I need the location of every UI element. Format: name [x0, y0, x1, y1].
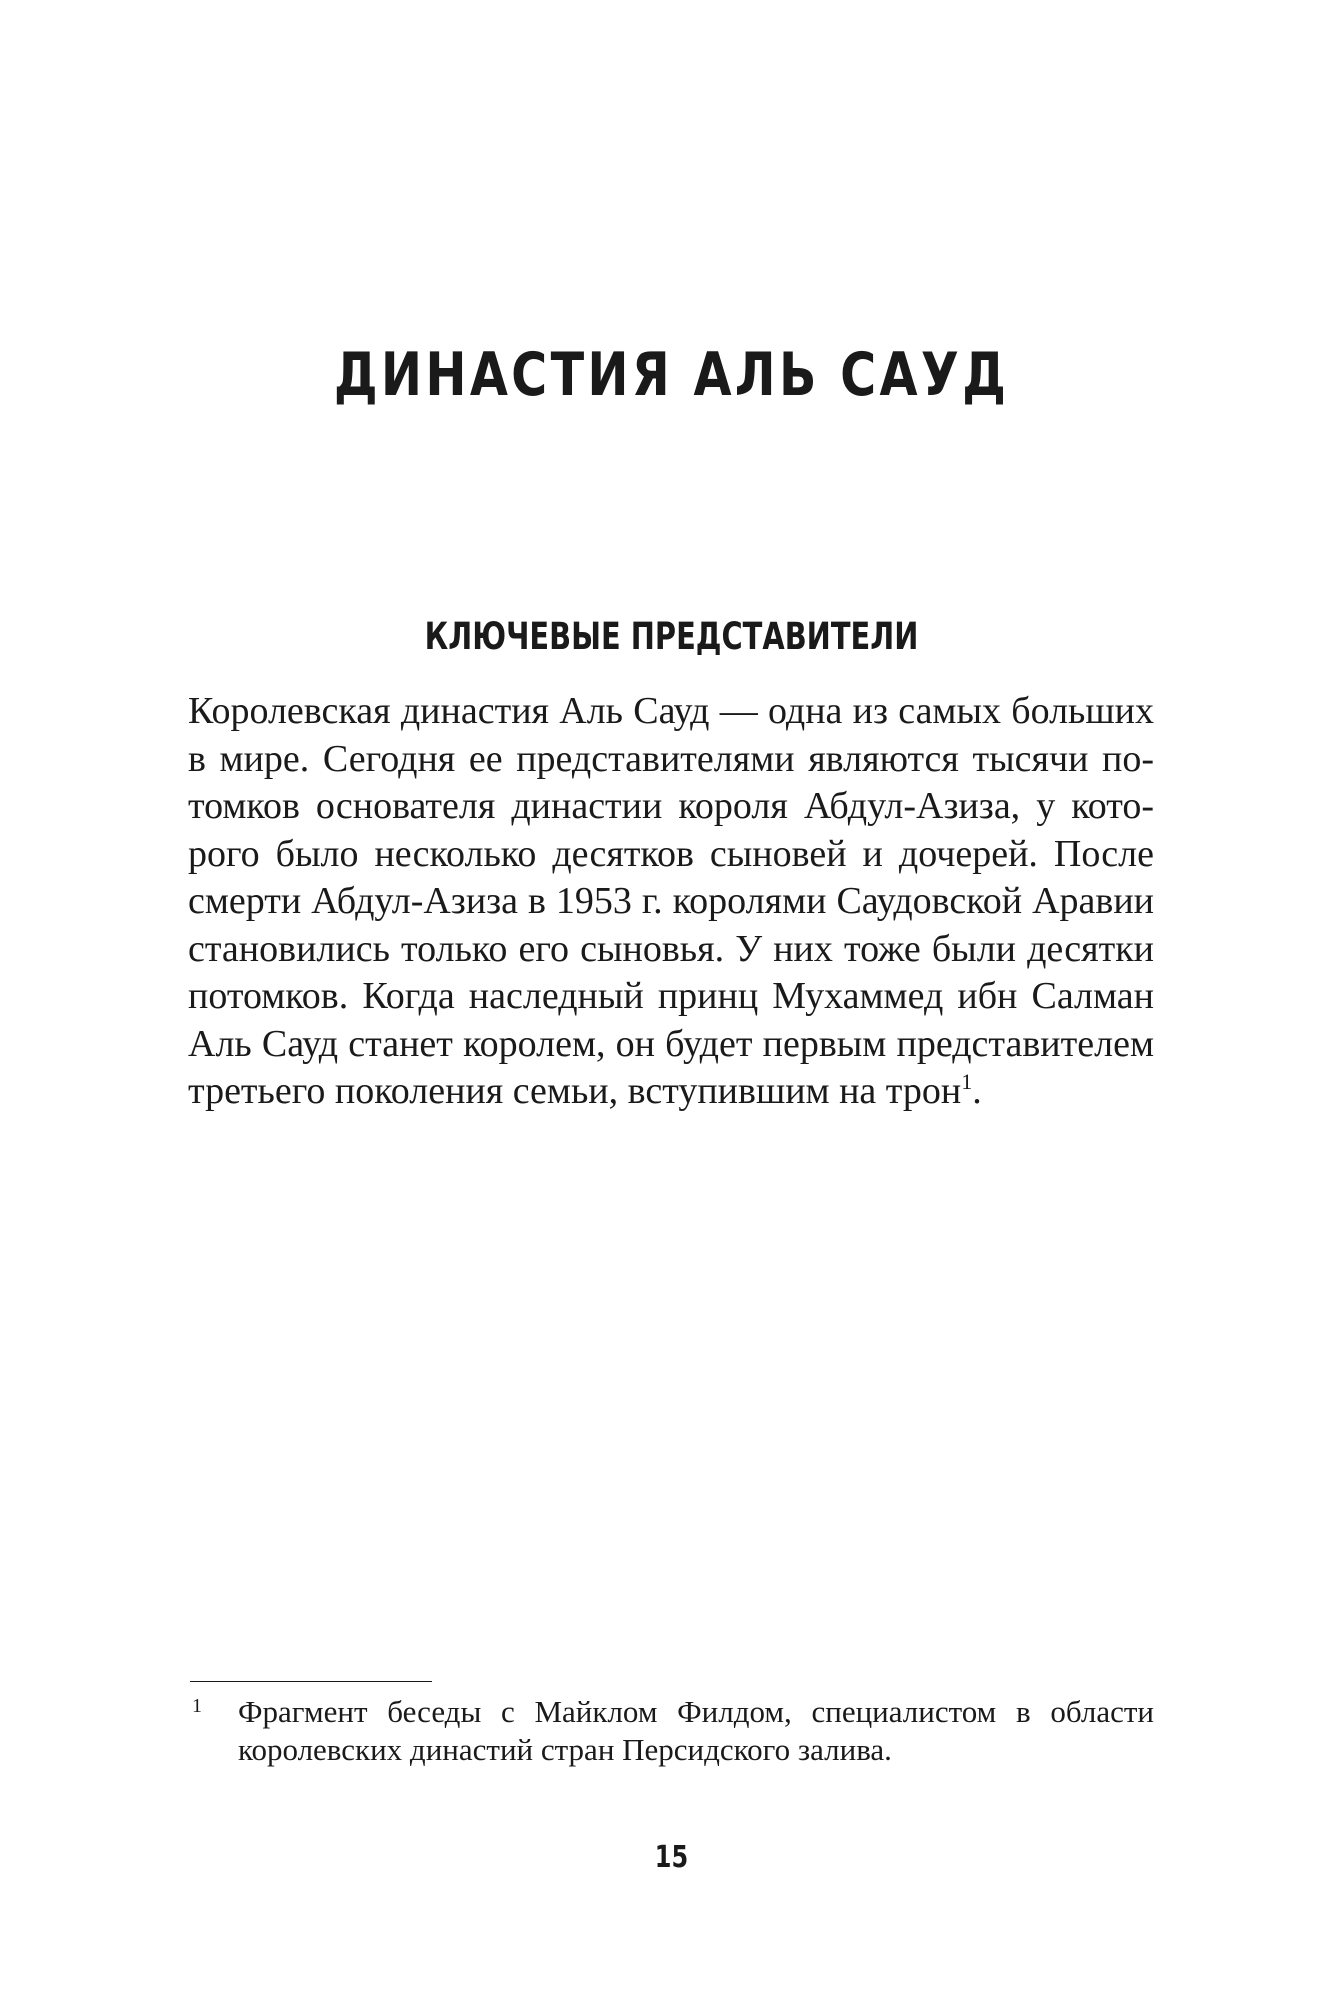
- body-line: Королевская династия Аль Сауд — одна из самых больших: [188, 690, 1154, 732]
- body-line-last: [188, 1068, 1154, 1116]
- chapter-title: ДИНАСТИЯ АЛЬ САУД: [333, 340, 1010, 410]
- footnote-number: 1: [192, 1695, 202, 1717]
- body-line: рого было несколько десятков сыновей и дочерей. После: [188, 832, 1154, 875]
- footnote-line: королевских династий стран Персидского залива.: [238, 1732, 892, 1767]
- section-heading: КЛЮЧЕВЫЕ ПРЕДСТАВИТЕЛИ: [424, 615, 919, 658]
- body-line: смерти Абдул-Азиза в 1953 г. королями Саудовской Аравии: [188, 880, 1154, 922]
- body-line: в мире. Сегодня ее представителями являются тысячи по-: [188, 737, 1154, 780]
- page-number: 15: [654, 1840, 689, 1875]
- body-line: Аль Сауд станет королем, он будет первым представителем: [188, 1022, 1154, 1065]
- body-line: становились только его сыновья. У них тоже были десятки: [188, 927, 1154, 970]
- footnote-text: [238, 1693, 1154, 1769]
- body-line: томков основателя династии короля Абдул-Азиза, у кото-: [188, 785, 1154, 827]
- body-end-punctuation: .: [972, 1070, 982, 1112]
- footnote-line: Фрагмент беседы с Майклом Филдом, специалистом в области: [238, 1694, 1154, 1729]
- footnote-reference[interactable]: 1: [961, 1069, 973, 1094]
- footnote-divider: [190, 1681, 432, 1682]
- body-line: потомков. Когда наследный принц Мухаммед ибн Салман: [188, 975, 1154, 1017]
- body-line-text: третьего поколения семьи, вступившим на трон: [188, 1070, 962, 1112]
- footnote: [190, 1693, 1154, 1769]
- body-paragraph: [188, 688, 1154, 1116]
